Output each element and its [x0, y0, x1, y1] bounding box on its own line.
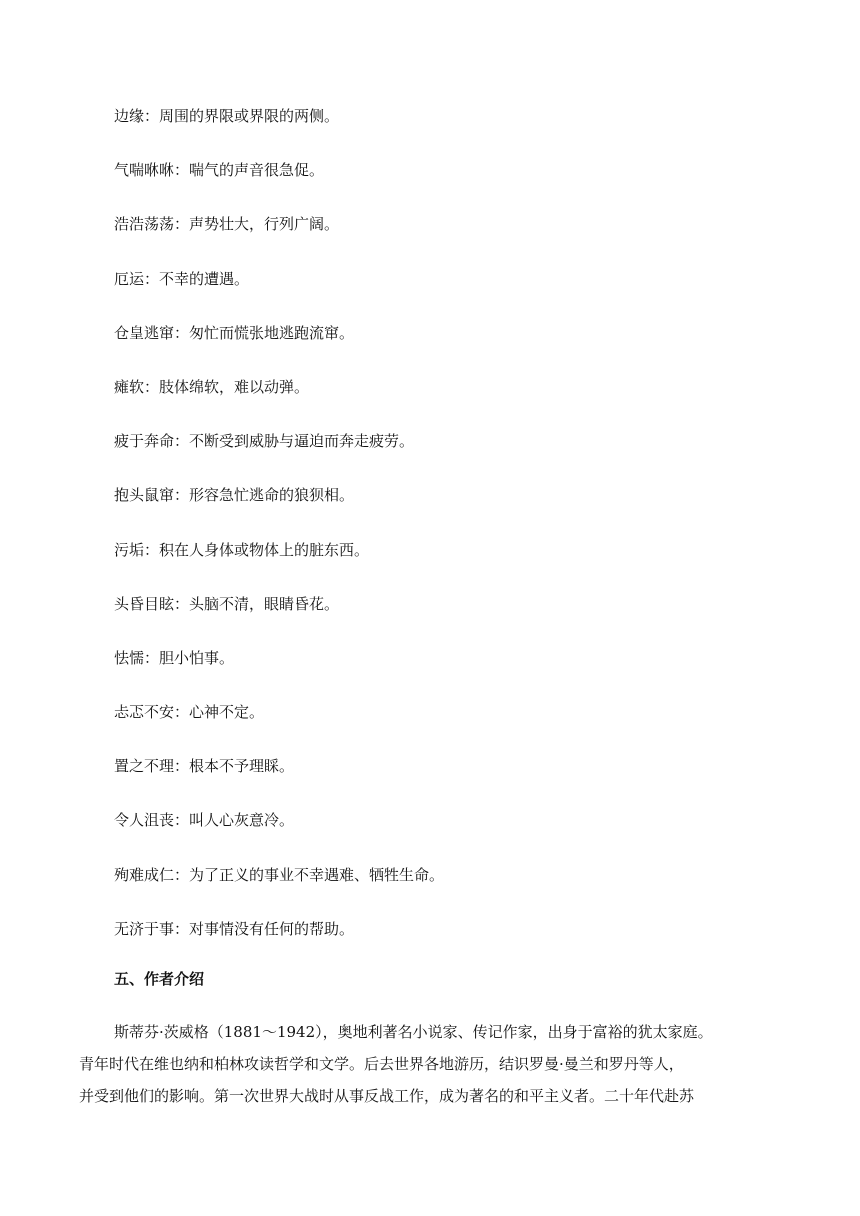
vocabulary-entry	[114, 591, 794, 645]
paragraph-line: 斯蒂芬·茨威格（1881～1942），奥地利著名小说家、传记作家，出身于富裕的犹太家庭。	[114, 1023, 713, 1041]
entry-definition: 积在人身体或物体上的脏东西。	[159, 540, 370, 559]
vocabulary-entry	[114, 807, 794, 861]
entry-definition: 不幸的遭遇。	[159, 269, 250, 288]
entry-term: 无济于事	[114, 919, 175, 938]
entry-definition: 不断受到威胁与逼迫而奔走疲劳。	[189, 432, 415, 451]
entry-term: 气喘咻咻	[114, 161, 175, 180]
entry-term: 边缘	[114, 107, 145, 125]
entry-definition: 形容急忙逃命的狼狈相。	[189, 486, 355, 505]
entry-term: 疲于奔命	[114, 432, 175, 451]
entry-separator: ：	[144, 269, 160, 288]
entry-separator: ：	[174, 323, 190, 342]
vocabulary-list	[114, 103, 794, 970]
vocabulary-entry	[114, 157, 794, 211]
entry-term: 瘫软	[114, 377, 145, 396]
entry-definition: 叫人心灰意冷。	[189, 811, 295, 830]
entry-separator: ：	[174, 703, 190, 722]
entry-term: 殉难成仁	[114, 865, 175, 884]
entry-term: 仓皇逃窜	[114, 323, 175, 342]
vocabulary-entry	[114, 537, 794, 591]
vocabulary-entry	[114, 266, 794, 320]
entry-separator: ：	[174, 811, 190, 830]
entry-term: 怯懦	[114, 648, 145, 667]
vocabulary-entry	[114, 862, 794, 916]
entry-term: 头昏目眩	[114, 594, 175, 613]
vocabulary-entry	[114, 374, 794, 428]
entry-separator: ：	[174, 161, 190, 180]
entry-definition: 肢体绵软，难以动弹。	[159, 377, 310, 396]
entry-separator: ：	[174, 594, 190, 613]
vocabulary-entry	[114, 753, 794, 807]
entry-term: 忐忑不安	[114, 703, 175, 722]
entry-separator: ：	[144, 648, 160, 667]
entry-definition: 喘气的声音很急促。	[189, 161, 325, 180]
entry-term: 置之不理	[114, 757, 175, 776]
entry-definition: 对事情没有任何的帮助。	[189, 919, 355, 938]
entry-separator: ：	[174, 432, 190, 451]
vocabulary-entry	[114, 482, 794, 536]
entry-separator: ：	[174, 865, 190, 884]
entry-separator: ：	[144, 107, 160, 125]
entry-separator: ：	[174, 757, 190, 776]
entry-separator: ：	[174, 486, 190, 505]
vocabulary-entry	[114, 103, 794, 157]
paragraph-line: 青年时代在维也纳和柏林攻读哲学和文学。后去世界各地游历，结识罗曼·曼兰和罗丹等人，	[79, 1055, 684, 1073]
vocabulary-entry	[114, 211, 794, 265]
section-heading: 五、作者介绍	[114, 970, 205, 988]
entry-definition: 心神不定。	[189, 703, 265, 722]
entry-definition: 头脑不清，眼睛昏花。	[189, 594, 340, 613]
entry-term: 令人沮丧	[114, 811, 175, 830]
entry-term: 厄运	[114, 269, 145, 288]
vocabulary-entry	[114, 320, 794, 374]
vocabulary-entry	[114, 645, 794, 699]
entry-definition: 为了正义的事业不幸遇难、牺牲生命。	[189, 865, 445, 884]
entry-definition: 声势壮大，行列广阔。	[189, 215, 340, 234]
entry-separator: ：	[174, 215, 190, 234]
entry-term: 污垢	[114, 540, 145, 559]
vocabulary-entry	[114, 916, 794, 970]
paragraph-line: 并受到他们的影响。第一次世界大战时从事反战工作，成为著名的和平主义者。二十年代赴苏	[79, 1087, 695, 1105]
entry-separator: ：	[174, 919, 190, 938]
author-intro-paragraph	[79, 1016, 795, 1112]
vocabulary-entry	[114, 699, 794, 753]
entry-term: 抱头鼠窜	[114, 486, 175, 505]
entry-definition: 周围的界限或界限的两侧。	[159, 107, 340, 125]
entry-definition: 根本不予理睬。	[189, 757, 295, 776]
entry-definition: 胆小怕事。	[159, 648, 235, 667]
entry-term: 浩浩荡荡	[114, 215, 175, 234]
entry-separator: ：	[144, 377, 160, 396]
entry-definition: 匆忙而慌张地逃跑流窜。	[189, 323, 355, 342]
entry-separator: ：	[144, 540, 160, 559]
vocabulary-entry	[114, 428, 794, 482]
